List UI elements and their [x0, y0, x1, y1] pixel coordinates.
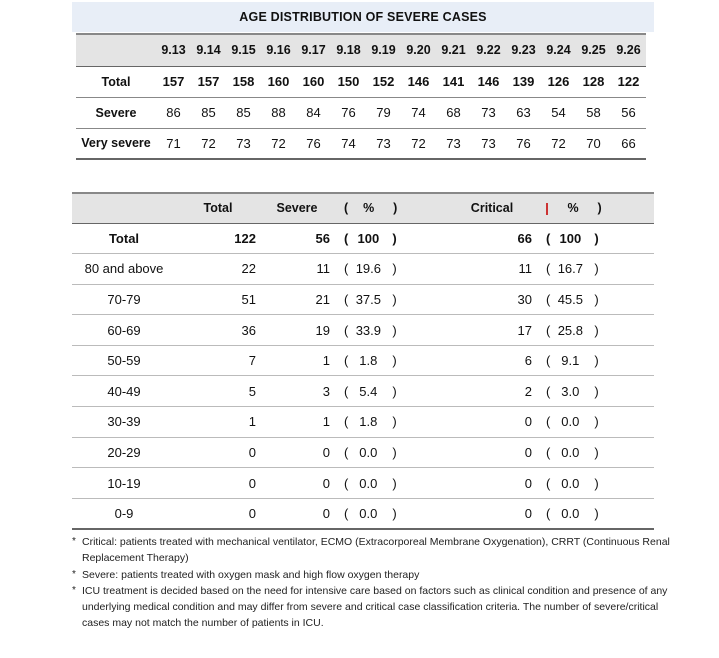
paren-open: ( — [546, 475, 551, 491]
daily-value-cell: 160 — [302, 74, 325, 89]
footnote-icu — [72, 583, 672, 632]
paren-open: ( — [546, 261, 551, 277]
paren-open: ( — [344, 414, 349, 430]
total-cell: 51 — [241, 291, 256, 307]
severe-pct-cell — [334, 284, 448, 315]
paren-close: ) — [594, 322, 599, 338]
age-row — [72, 223, 654, 254]
date-header: 9.22 — [476, 43, 501, 58]
percent-value: 3.0 — [561, 383, 580, 399]
daily-value-cell: 76 — [341, 105, 356, 120]
age-distribution-table — [72, 192, 654, 530]
daily-value-cell: 73 — [446, 135, 461, 151]
date-header: 9.14 — [196, 43, 221, 58]
critical-pct-cell — [536, 407, 654, 438]
severe-cell: 1 — [322, 353, 330, 369]
date-header: 9.19 — [371, 43, 396, 58]
daily-value-cell: 73 — [481, 135, 496, 151]
critical-pct-cell — [536, 498, 654, 529]
daily-value-cell: 70 — [586, 135, 601, 151]
daily-value-cell: 63 — [516, 105, 531, 120]
daily-value-cell: 72 — [271, 135, 286, 151]
paren-close: ) — [594, 261, 599, 277]
severe-cell: 0 — [322, 475, 330, 491]
paren-open: ( — [344, 291, 349, 307]
total-cell: 7 — [248, 353, 256, 369]
paren-close: ) — [392, 353, 397, 369]
paren-open: ( — [546, 444, 551, 460]
critical-cell: 66 — [517, 230, 532, 246]
daily-value-cell: 58 — [586, 105, 601, 120]
date-header: 9.17 — [301, 43, 326, 58]
severe-cell: 11 — [316, 261, 330, 277]
critical-pct-cell — [536, 315, 654, 346]
age-row — [72, 345, 654, 376]
severe-pct-cell — [334, 468, 448, 499]
severe-header: Severe — [276, 201, 318, 216]
severe-cell: 0 — [322, 505, 330, 521]
daily-value-cell: 71 — [166, 135, 181, 151]
daily-value-cell: 73 — [236, 135, 251, 151]
critical-pct-cell — [536, 345, 654, 376]
severe-pct-header — [334, 193, 448, 223]
daily-value-cell: 72 — [551, 135, 566, 151]
severe-pct-cell — [334, 345, 448, 376]
critical-cell: 0 — [524, 444, 532, 460]
age-row — [72, 315, 654, 346]
paren-open: ( — [546, 230, 551, 246]
paren-open: ( — [344, 201, 349, 216]
date-header: 9.26 — [616, 43, 641, 58]
daily-value-cell: 66 — [621, 135, 636, 151]
paren-close: ) — [594, 383, 599, 399]
daily-row — [76, 97, 646, 128]
paren-close: ) — [594, 230, 599, 246]
asterisk-icon: * — [72, 568, 76, 580]
critical-cell: 30 — [517, 291, 532, 307]
critical-pct-cell — [536, 284, 654, 315]
paren-close: ) — [594, 444, 599, 460]
paren-close: ) — [392, 383, 397, 399]
severe-cell: 19 — [315, 322, 330, 338]
age-group-label: 40-49 — [107, 383, 141, 399]
percent-value: 0.0 — [561, 475, 580, 491]
red-tick-mark — [546, 203, 548, 215]
age-header-row — [72, 193, 654, 223]
daily-value-cell: 84 — [306, 105, 321, 120]
age-group-label: 50-59 — [107, 353, 141, 369]
paren-close: ) — [594, 353, 599, 369]
daily-value-cell: 79 — [376, 105, 391, 120]
paren-open: ( — [546, 353, 551, 369]
severe-pct-cell — [334, 376, 448, 407]
daily-value-cell: 152 — [372, 74, 395, 89]
severe-cell: 1 — [322, 414, 330, 430]
page-title: AGE DISTRIBUTION OF SEVERE CASES — [72, 2, 654, 32]
age-row — [72, 498, 654, 529]
percent-value: 0.0 — [359, 444, 378, 460]
percent-value: 25.8 — [557, 322, 583, 338]
paren-open: ( — [344, 322, 349, 338]
percent-value: 100 — [357, 230, 380, 246]
severe-cell: 21 — [315, 291, 330, 307]
paren-close: ) — [597, 201, 602, 216]
percent-value: 1.8 — [359, 414, 378, 430]
age-corner-cell — [72, 193, 176, 223]
paren-close: ) — [392, 444, 397, 460]
percent-value: 100 — [559, 230, 582, 246]
paren-open: ( — [546, 291, 551, 307]
date-header: 9.21 — [441, 43, 466, 58]
critical-cell: 11 — [518, 261, 532, 277]
date-header: 9.24 — [546, 43, 571, 58]
daily-value-cell: 126 — [547, 74, 570, 89]
critical-pct-cell — [536, 468, 654, 499]
critical-cell: 0 — [524, 505, 532, 521]
daily-value-cell: 88 — [271, 105, 286, 120]
daily-value-cell: 157 — [162, 74, 185, 89]
paren-close: ) — [392, 261, 397, 277]
date-header: 9.23 — [511, 43, 536, 58]
paren-close: ) — [594, 475, 599, 491]
daily-value-cell: 74 — [341, 135, 356, 151]
percent-value: 0.0 — [561, 414, 580, 430]
severe-cell: 3 — [322, 383, 330, 399]
daily-value-cell: 85 — [201, 105, 216, 120]
total-header: Total — [203, 201, 233, 216]
paren-open: ( — [546, 414, 551, 430]
daily-value-cell: 56 — [621, 105, 636, 120]
paren-open: ( — [546, 383, 551, 399]
daily-value-cell: 86 — [166, 105, 181, 120]
date-header: 9.20 — [406, 43, 431, 58]
daily-value-cell: 139 — [512, 74, 535, 89]
asterisk-icon: * — [72, 584, 76, 596]
row-label: Severe — [95, 105, 137, 120]
total-cell: 0 — [248, 505, 256, 521]
critical-pct-cell — [536, 254, 654, 285]
daily-value-cell: 73 — [376, 135, 391, 151]
age-row — [72, 468, 654, 499]
total-cell: 22 — [241, 261, 256, 277]
age-row — [72, 284, 654, 315]
daily-value-cell: 68 — [446, 105, 461, 120]
paren-close: ) — [594, 505, 599, 521]
critical-cell: 0 — [524, 414, 532, 430]
paren-close: ) — [392, 475, 397, 491]
critical-pct-cell — [536, 223, 654, 254]
age-group-label: 10-19 — [107, 475, 141, 491]
severe-pct-cell — [334, 407, 448, 438]
date-header: 9.15 — [231, 43, 256, 58]
paren-open: ( — [344, 444, 349, 460]
age-group-label: 70-79 — [107, 291, 141, 307]
footnotes — [72, 534, 672, 632]
total-cell: 5 — [248, 383, 256, 399]
total-cell: 1 — [248, 414, 256, 430]
total-cell: 36 — [241, 322, 256, 338]
percent-value: 9.1 — [561, 353, 580, 369]
daily-value-cell: 122 — [617, 74, 640, 89]
critical-header: Critical — [470, 201, 514, 216]
paren-close: ) — [392, 322, 397, 338]
age-row — [72, 376, 654, 407]
age-group-label: 60-69 — [107, 322, 141, 338]
date-header: 9.16 — [266, 43, 291, 58]
percent-value: 45.5 — [557, 291, 583, 307]
severe-cell: 56 — [315, 230, 330, 246]
critical-pct-cell — [536, 376, 654, 407]
percent-value: 1.8 — [359, 353, 378, 369]
daily-severe-table — [76, 33, 646, 160]
age-row — [72, 407, 654, 438]
percent-sign: % — [363, 201, 375, 216]
age-row — [72, 254, 654, 285]
percent-value: 0.0 — [561, 444, 580, 460]
daily-corner-cell — [76, 34, 156, 66]
paren-open: ( — [546, 322, 551, 338]
paren-open: ( — [344, 261, 349, 277]
total-cell: 0 — [248, 475, 256, 491]
daily-value-cell: 160 — [267, 74, 290, 89]
paren-close: ) — [594, 291, 599, 307]
paren-close: ) — [392, 505, 397, 521]
critical-pct-header — [536, 193, 654, 223]
severe-pct-cell — [334, 254, 448, 285]
paren-open: ( — [344, 505, 349, 521]
daily-value-cell: 128 — [582, 74, 605, 89]
age-group-label: Total — [108, 230, 140, 246]
percent-value: 19.6 — [355, 261, 381, 277]
row-label: Total — [101, 74, 131, 89]
critical-pct-cell — [536, 437, 654, 468]
paren-open: ( — [546, 505, 551, 521]
daily-value-cell: 158 — [232, 74, 255, 89]
paren-open: ( — [344, 353, 349, 369]
daily-value-cell: 150 — [337, 74, 360, 89]
percent-sign: % — [567, 201, 579, 216]
percent-value: 0.0 — [359, 475, 378, 491]
severe-pct-cell — [334, 437, 448, 468]
footnote-text: Severe: patients treated with oxygen mask and high flow oxygen therapy — [82, 568, 420, 581]
total-cell: 0 — [248, 444, 256, 460]
paren-open: ( — [344, 230, 349, 246]
daily-value-cell: 74 — [411, 105, 426, 120]
footnote-severe — [72, 567, 672, 583]
daily-row — [76, 128, 646, 159]
age-group-label: 30-39 — [107, 414, 141, 430]
date-header: 9.25 — [581, 43, 606, 58]
daily-value-cell: 72 — [411, 135, 426, 151]
critical-cell: 2 — [524, 383, 532, 399]
row-label: Very severe — [81, 136, 151, 151]
severe-pct-cell — [334, 223, 448, 254]
paren-close: ) — [393, 201, 398, 216]
daily-value-cell: 157 — [197, 74, 220, 89]
critical-cell: 6 — [524, 353, 532, 369]
percent-value: 5.4 — [359, 383, 378, 399]
paren-open: ( — [344, 475, 349, 491]
percent-value: 0.0 — [359, 505, 378, 521]
daily-value-cell: 85 — [236, 105, 251, 120]
percent-value: 0.0 — [561, 505, 580, 521]
daily-value-cell: 72 — [201, 135, 216, 151]
paren-close: ) — [392, 230, 397, 246]
daily-value-cell: 76 — [306, 135, 321, 151]
daily-value-cell: 73 — [481, 105, 496, 120]
total-cell: 122 — [234, 230, 256, 246]
date-header: 9.13 — [161, 43, 186, 58]
paren-close: ) — [594, 414, 599, 430]
footnote-critical — [72, 534, 672, 567]
paren-close: ) — [392, 291, 397, 307]
daily-row — [76, 66, 646, 97]
severe-pct-cell — [334, 315, 448, 346]
paren-open: ( — [344, 383, 349, 399]
age-group-label: 20-29 — [107, 444, 141, 460]
age-group-label: 0-9 — [114, 505, 134, 521]
severe-pct-cell — [334, 498, 448, 529]
footnote-text: ICU treatment is decided based on the need for intensive care based on factors such as clinical condition and presence of any underlying medical condition and may differ from severe and critical case classification criteria. The number of severe/critical cases may not match the number of patients in ICU. — [82, 584, 668, 630]
age-row — [72, 437, 654, 468]
daily-value-cell: 54 — [551, 105, 566, 120]
asterisk-icon: * — [72, 536, 76, 547]
critical-cell: 17 — [517, 322, 532, 338]
percent-value: 33.9 — [355, 322, 381, 338]
percent-value: 37.5 — [355, 291, 381, 307]
daily-value-cell: 141 — [442, 74, 465, 89]
daily-value-cell: 146 — [477, 74, 500, 89]
date-header: 9.18 — [336, 43, 361, 58]
daily-value-cell: 146 — [407, 74, 430, 89]
critical-cell: 0 — [524, 475, 532, 491]
percent-value: 16.7 — [557, 261, 583, 277]
footnote-text: Critical: patients treated with mechanical ventilator, ECMO (Extracorporeal Membrane Oxygenation), CRRT (Continuous Renal Replacement Therapy) — [82, 536, 670, 565]
paren-close: ) — [392, 414, 397, 430]
daily-header-row — [76, 34, 646, 66]
severe-cell: 0 — [322, 444, 330, 460]
age-group-label: 80 and above — [84, 261, 164, 277]
daily-value-cell: 76 — [516, 135, 531, 151]
